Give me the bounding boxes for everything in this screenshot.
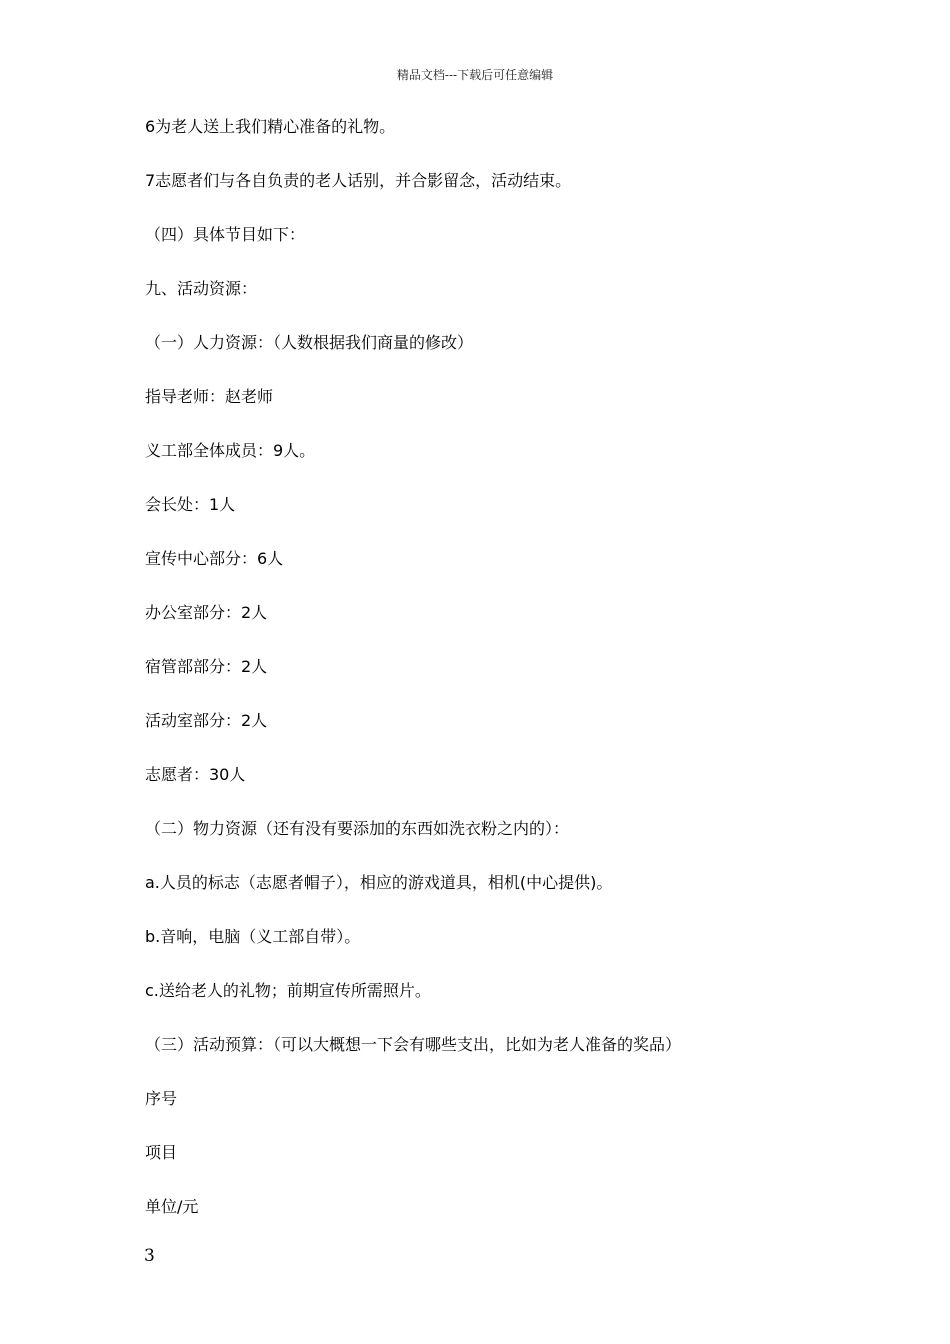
subsection-heading-human-resources: （一）人力资源：（人数根据我们商量的修改） bbox=[145, 333, 474, 352]
page-number: 3 bbox=[144, 1246, 155, 1266]
body-line-office: 办公室部分：2人 bbox=[145, 603, 268, 622]
body-line-gift: 6为老人送上我们精心准备的礼物。 bbox=[145, 117, 396, 136]
body-line-publicity-center: 宣传中心部分：6人 bbox=[145, 549, 284, 568]
body-line-president-office: 会长处：1人 bbox=[145, 495, 236, 514]
budget-label-serial: 序号 bbox=[145, 1089, 178, 1108]
budget-label-item: 项目 bbox=[145, 1143, 178, 1162]
subsection-heading-budget: （三）活动预算：（可以大概想一下会有哪些支出，比如为老人准备的奖品） bbox=[145, 1035, 682, 1054]
body-line-advisor: 指导老师：赵老师 bbox=[145, 387, 274, 406]
body-line-item-a: a.人员的标志（志愿者帽子），相应的游戏道具，相机(中心提供)。 bbox=[145, 873, 613, 892]
body-line-farewell: 7志愿者们与各自负责的老人话别，并合影留念，活动结束。 bbox=[145, 171, 572, 190]
body-line-program-heading: （四）具体节目如下： bbox=[145, 225, 306, 244]
body-line-item-c: c.送给老人的礼物；前期宣传所需照片。 bbox=[145, 981, 431, 1000]
body-line-activity-room: 活动室部分：2人 bbox=[145, 711, 268, 730]
budget-label-unit: 单位/元 bbox=[145, 1197, 199, 1216]
body-line-item-b: b.音响，电脑（义工部自带）。 bbox=[145, 927, 361, 946]
subsection-heading-material-resources: （二）物力资源（还有没有要添加的东西如洗衣粉之内的）： bbox=[145, 819, 570, 838]
body-line-all-members: 义工部全体成员：9人。 bbox=[145, 441, 316, 460]
body-line-volunteers: 志愿者：30人 bbox=[145, 765, 246, 784]
body-line-dorm-management: 宿管部部分：2人 bbox=[145, 657, 268, 676]
page-header: 精品文档---下载后可任意编辑 bbox=[396, 68, 554, 82]
section-heading-resources: 九、活动资源： bbox=[145, 279, 258, 298]
